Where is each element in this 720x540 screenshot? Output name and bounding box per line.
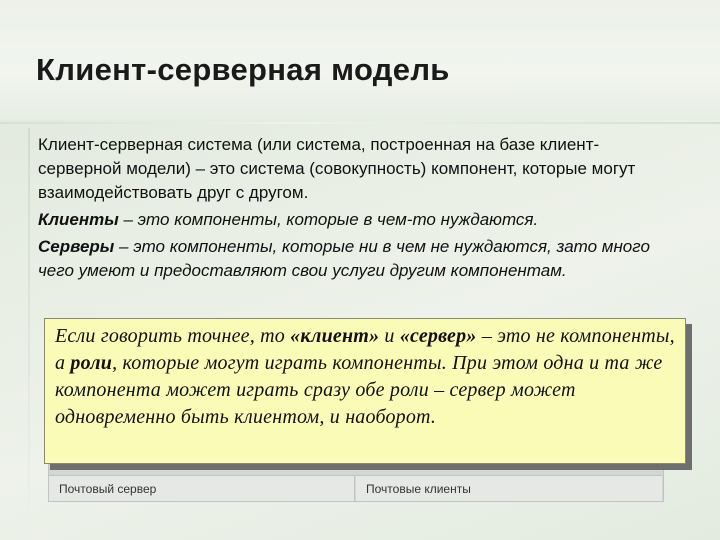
title-divider: [0, 122, 720, 124]
callout-part3: – это не компоненты, а: [55, 325, 675, 374]
callout-part2: и: [379, 325, 400, 347]
clients-term: Клиенты: [38, 210, 119, 229]
servers-definition-text: – это компоненты, которые ни в чем не нуждаются, зато много чего умеют и предоставляют свои услуги другим компонентам.: [38, 237, 650, 280]
left-decorative-stripe: [28, 128, 30, 528]
callout-roles-term: роли: [70, 352, 113, 374]
intro-paragraph: Клиент-серверная система (или система, построенная на базе клиент-серверной модели) – это система (совокупность) компонент, которые могут взаимодействовать друг с другом.: [38, 135, 636, 202]
callout-client-term: «клиент»: [290, 325, 380, 347]
callout-part4: , которые могут играть компоненты. При этом одна и та же компонента может играть сразу обе роли – сервер может одновременно быть клиентом, и наоборот.: [55, 352, 663, 428]
mail-server-cell: Почтовый сервер: [49, 475, 355, 501]
clients-definition-text: – это компоненты, которые в чем-то нуждаются.: [118, 210, 539, 229]
mail-clients-cell: Почтовые клиенты: [356, 475, 662, 501]
callout-server-term: «сервер»: [399, 325, 477, 347]
clients-definition: [38, 208, 678, 232]
callout-box: [44, 318, 686, 464]
page-title: Клиент-серверная модель: [36, 52, 450, 87]
body-text: [38, 133, 678, 283]
servers-definition: [38, 235, 678, 283]
callout-part1: Если говорить точнее, то: [55, 325, 291, 347]
callout-text: [55, 323, 675, 431]
servers-term: Серверы: [38, 237, 115, 256]
